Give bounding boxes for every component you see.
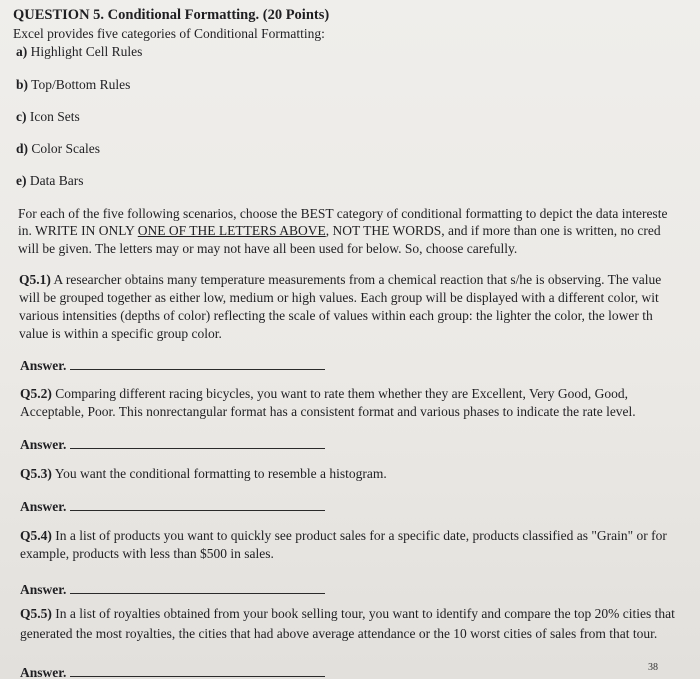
question-5-2-line-2: Acceptable, Poor. This nonrectangular format has a consistent format and various phases to indicate the rate level. — [20, 404, 636, 419]
answer-5-5 — [20, 664, 325, 679]
answer-5-4 — [20, 581, 325, 599]
question-5-3-line-1 — [20, 465, 387, 483]
option-letter: d) — [16, 141, 29, 156]
instructions-text: , NOT THE WORDS, and if more than one is written, no cred — [325, 223, 661, 238]
answer-label: Answer. — [20, 437, 67, 452]
question-5-1-line-2: will be grouped together as either low, medium or high values. Each group will be displayed with a different color, wit — [19, 290, 659, 305]
instructions-line-2 — [18, 222, 661, 240]
answer-label: Answer. — [20, 358, 67, 373]
question-label: Q5.4) — [20, 528, 52, 543]
question-text: A researcher obtains many temperature measurements from a chemical reaction that s/he is observing. The value — [50, 272, 662, 287]
option-d — [16, 140, 100, 158]
question-5-1-line-4: value is within a specific group color. — [19, 326, 222, 341]
option-text: Highlight Cell Rules — [30, 44, 143, 59]
option-b — [16, 76, 130, 94]
intro-text: Excel provides five categories of Conditional Formatting: — [13, 26, 325, 41]
instructions-line-1: For each of the five following scenarios, choose the BEST category of conditional formatting to depict the data intereste — [18, 206, 668, 221]
answer-5-5-blank[interactable] — [70, 664, 325, 677]
question-5-4-line-2: example, products with less than $500 in sales. — [20, 546, 274, 561]
option-letter: a) — [16, 44, 28, 59]
option-text: Data Bars — [29, 173, 84, 188]
option-a — [16, 43, 142, 61]
question-5-2-line-1 — [20, 385, 628, 403]
answer-5-3-blank[interactable] — [70, 498, 325, 511]
instructions-text: in. WRITE IN ONLY — [18, 223, 138, 238]
question-label: Q5.2) — [20, 386, 52, 401]
question-label: Q5.3) — [20, 466, 52, 481]
option-letter: e) — [16, 173, 27, 188]
question-5-1-line-1 — [19, 271, 661, 289]
option-text: Icon Sets — [29, 109, 80, 124]
page-number: 38 — [648, 662, 658, 673]
instructions-line-3: will be given. The letters may or may not have all been used for below. So, choose carefully. — [18, 241, 518, 256]
question-text: You want the conditional formatting to resemble a histogram. — [51, 466, 387, 481]
question-5-1-line-3: various intensities (depths of color) reflecting the scale of values within each group: the lighter the color, the lower th — [19, 308, 653, 323]
answer-label: Answer. — [20, 665, 67, 679]
answer-5-1 — [20, 357, 325, 375]
question-title: QUESTION 5. Conditional Formatting. (20 Points) — [13, 7, 330, 23]
answer-5-3 — [20, 498, 325, 516]
option-text: Top/Bottom Rules — [31, 77, 131, 92]
answer-5-2-blank[interactable] — [70, 436, 325, 449]
instructions-underlined-text: ONE OF THE LETTERS ABOVE — [137, 223, 326, 238]
question-label: Q5.1) — [19, 272, 51, 287]
answer-5-4-blank[interactable] — [70, 581, 325, 594]
question-text: Comparing different racing bicycles, you want to rate them whether they are Excellent, Very Good, Good, — [51, 386, 628, 401]
question-text: In a list of royalties obtained from your book selling tour, you want to identify and compare the top 20% cities that — [51, 606, 675, 621]
option-letter: b) — [16, 77, 29, 92]
question-5-4-line-1 — [20, 527, 667, 545]
answer-label: Answer. — [20, 499, 67, 514]
question-5-5-line-2: generated the most royalties, the cities that had above average attendance or the 10 worst cities of sales from that tour. — [20, 626, 658, 641]
answer-label: Answer. — [20, 582, 67, 597]
answer-5-2 — [20, 436, 325, 454]
option-c — [16, 108, 80, 126]
option-letter: c) — [16, 109, 27, 124]
question-5-5-line-1 — [20, 605, 675, 623]
option-text: Color Scales — [31, 141, 101, 156]
answer-5-1-blank[interactable] — [70, 357, 325, 370]
question-label: Q5.5) — [20, 606, 52, 621]
question-text: In a list of products you want to quickly see product sales for a specific date, products classified as "Grain" or for — [51, 528, 667, 543]
option-e — [16, 172, 83, 190]
